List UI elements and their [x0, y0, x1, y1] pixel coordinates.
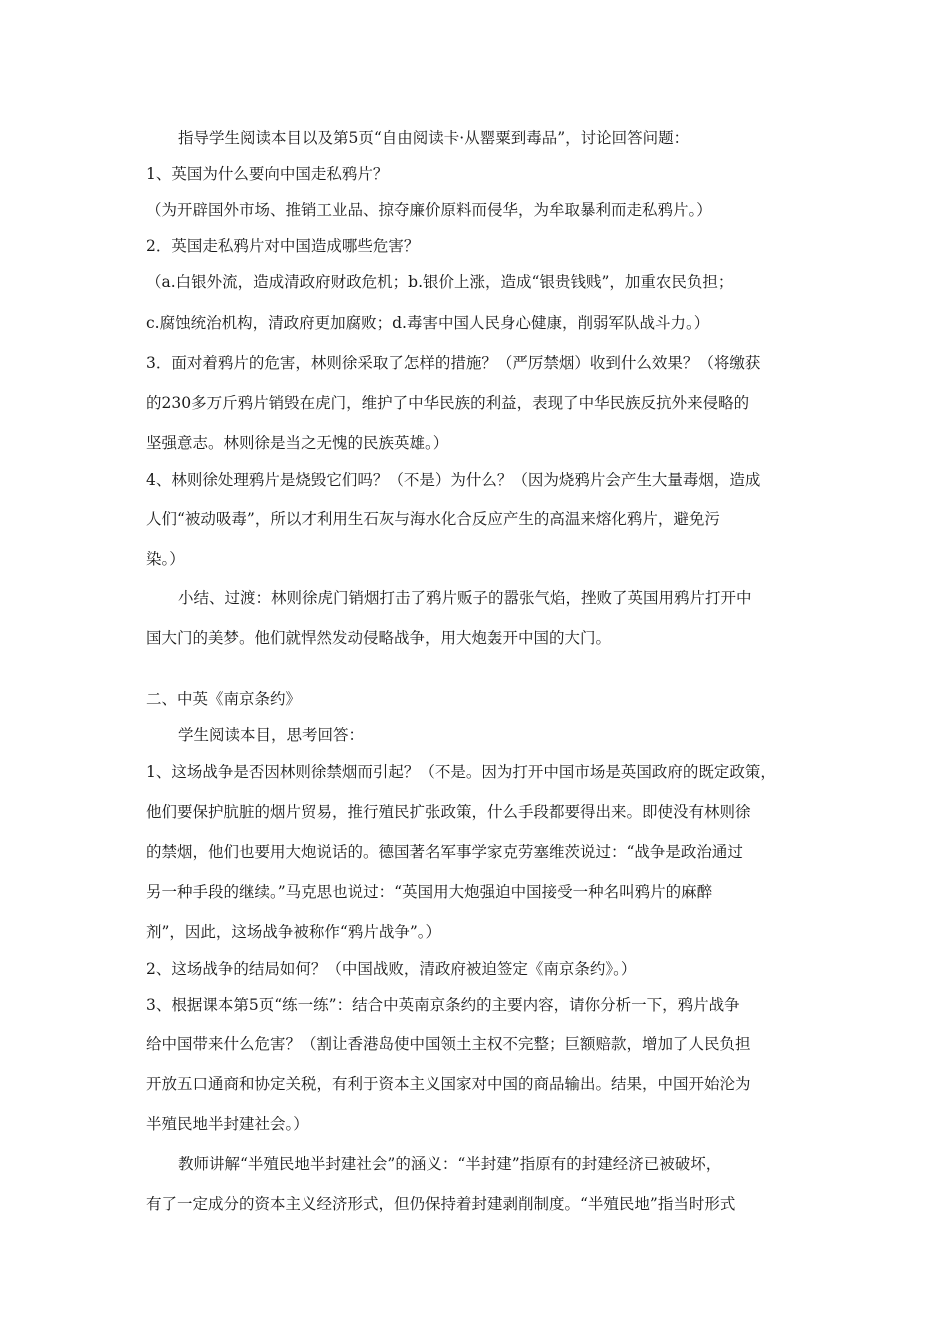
answer-1-line: （为开辟国外市场、推销工业品、掠夺廉价原料而侵华，为牟取暴利而走私鸦片。）: [146, 201, 712, 219]
summary-line: 国大门的美梦。他们就悍然发动侵略战争，用大炮轰开中国的大门。: [146, 629, 612, 647]
paragraph-line: 有了一定成分的资本主义经济形式，但仍保持着封建剥削制度。“半殖民地”指当时形式: [146, 1195, 736, 1213]
question-line: 他们要保护肮脏的烟片贸易，推行殖民扩张政策，什么手段都要得出来。即使没有林则徐: [146, 803, 751, 821]
question-1-line: 1、英国为什么要向中国走私鸦片？: [146, 165, 389, 183]
answer-2-line: （a.白银外流，造成清政府财政危机；b.银价上涨，造成“银贵钱贱”，加重农民负担；: [146, 273, 734, 291]
question-4-line: 4、林则徐处理鸦片是烧毁它们吗？（不是）为什么？（因为烧鸦片会产生大量毒烟，造成: [146, 471, 761, 489]
summary-line: 小结、过渡：林则徐虎门销烟打击了鸦片贩子的嚣张气焰，挫败了英国用鸦片打开中: [178, 589, 752, 607]
section-heading: 二、中英《南京条约》: [146, 690, 302, 708]
question-line: 1、这场战争是否因林则徐禁烟而引起？（不是。因为打开中国市场是英国政府的既定政策，: [146, 763, 776, 781]
question-line: 半殖民地半封建社会。）: [146, 1115, 309, 1133]
question-3-line: 坚强意志。林则徐是当之无愧的民族英雄。）: [146, 434, 449, 452]
question-2-line: 2．英国走私鸦片对中国造成哪些危害？: [146, 237, 420, 255]
question-3-line: 的230多万斤鸦片销毁在虎门，维护了中华民族的利益，表现了中华民族反抗外来侵略的: [146, 394, 750, 412]
question-line: 3、根据课本第5页“练一练”：结合中英南京条约的主要内容，请你分析一下，鸦片战争: [146, 996, 740, 1014]
question-3-line: 3．面对着鸦片的危害，林则徐采取了怎样的措施？（严厉禁烟）收到什么效果？（将缴获: [146, 354, 761, 372]
paragraph-line: 指导学生阅读本目以及第5页“自由阅读卡·从罂粟到毒品”，讨论回答问题：: [178, 129, 690, 147]
question-line: 另一种手段的继续。”马克思也说过：“英国用大炮强迫中国接受一种名叫鸦片的麻醉: [146, 883, 713, 901]
question-4-line: 染。）: [146, 550, 185, 568]
paragraph-line: 学生阅读本目，思考回答：: [178, 726, 365, 744]
question-line: 剂”，因此，这场战争被称作“鸦片战争”。）: [146, 923, 442, 941]
question-line: 开放五口通商和协定关税，有利于资本主义国家对中国的商品输出。结果，中国开始沦为: [146, 1075, 751, 1093]
answer-2-line: c.腐蚀统治机构，清政府更加腐败；d.毒害中国人民身心健康，削弱军队战斗力。）: [146, 314, 710, 332]
question-line: 给中国带来什么危害？（割让香港岛使中国领土主权不完整；巨额赔款，增加了人民负担: [146, 1035, 751, 1053]
paragraph-line: 教师讲解“半殖民地半封建社会”的涵义：“半封建”指原有的封建经济已被破坏，: [178, 1155, 722, 1173]
question-4-line: 人们“被动吸毒”，所以才利用生石灰与海水化合反应产生的高温来熔化鸦片，避免污: [146, 510, 720, 528]
question-line: 的禁烟，他们也要用大炮说话的。德国著名军事学家克劳塞维茨说过：“战争是政治通过: [146, 843, 743, 861]
question-line: 2、这场战争的结局如何？（中国战败，清政府被迫签定《南京条约》。）: [146, 960, 637, 978]
